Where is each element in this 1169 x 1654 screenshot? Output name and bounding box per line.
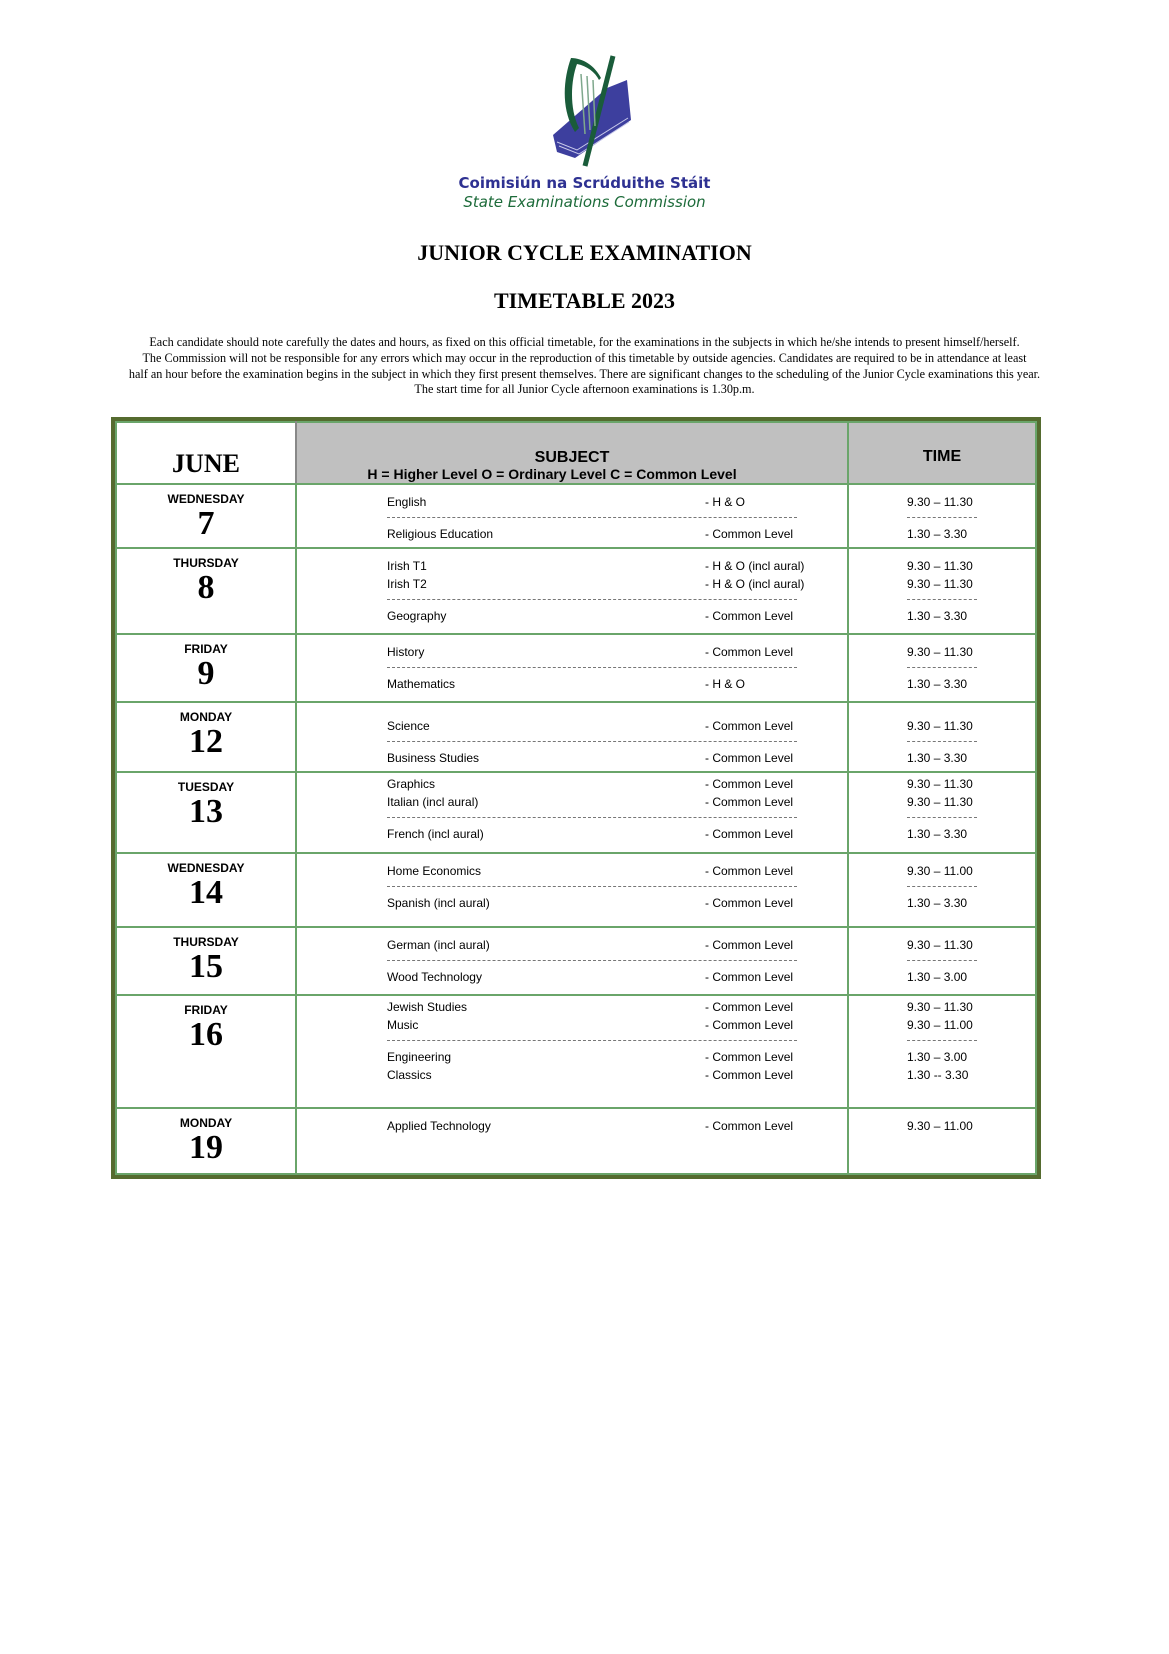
- subjects-cell: [296, 995, 848, 1108]
- date: 12: [189, 723, 223, 760]
- subject-level: - Common Level: [705, 609, 794, 623]
- day-cell: [116, 484, 296, 548]
- subject-name: Graphics: [387, 777, 436, 791]
- exam-time: 9.30 – 11.00: [907, 1018, 973, 1032]
- page-title: JUNIOR CYCLE EXAMINATION: [417, 240, 752, 265]
- session-divider: [387, 661, 847, 675]
- subjects-cell: [296, 772, 848, 853]
- subject-name: Irish T1: [387, 559, 427, 573]
- subjects-cell: [296, 634, 848, 702]
- times-cell: [848, 1108, 1036, 1174]
- table-row: [116, 484, 1036, 548]
- session-divider: [907, 511, 1035, 525]
- subject-name: Classics: [387, 1068, 432, 1082]
- subject-header-label: SUBJECT: [534, 449, 610, 466]
- session-divider: [907, 661, 1035, 675]
- exam-time: 1.30 – 3.30: [907, 896, 968, 910]
- subjects-cell: [296, 927, 848, 995]
- subject-name: Religious Education: [387, 527, 494, 541]
- exam-time: 1.30 – 3.00: [907, 970, 968, 984]
- table-row: [116, 927, 1036, 995]
- session-divider: [387, 811, 847, 825]
- month-header: JUNE: [116, 422, 296, 484]
- subject-name: Jewish Studies: [387, 1000, 468, 1014]
- subject-name: Science: [387, 719, 430, 733]
- table-row: [116, 702, 1036, 772]
- weekday: WEDNESDAY: [167, 492, 245, 506]
- day-cell: [116, 772, 296, 853]
- subject-level: - Common Level: [705, 864, 794, 878]
- weekday: THURSDAY: [173, 935, 239, 949]
- session-divider: [387, 954, 847, 968]
- subject-level: - Common Level: [705, 1000, 794, 1014]
- times-cell: [848, 853, 1036, 927]
- table-row: [116, 995, 1036, 1108]
- day-cell: [116, 548, 296, 634]
- session-divider: [907, 735, 1035, 749]
- subject-level: - Common Level: [705, 527, 794, 541]
- date: 8: [197, 569, 215, 606]
- session-divider: [387, 1034, 847, 1048]
- subjects-cell: [296, 484, 848, 548]
- day-cell: [116, 1108, 296, 1174]
- exam-time: 9.30 – 11.00: [907, 864, 973, 878]
- times-cell: [848, 772, 1036, 853]
- exam-time: 1.30 -- 3.30: [907, 1068, 969, 1082]
- page-subtitle: TIMETABLE 2023: [493, 288, 676, 313]
- exam-time: 1.30 – 3.30: [907, 751, 968, 765]
- times-cell: [848, 548, 1036, 634]
- session-divider: [907, 811, 1035, 825]
- session-divider: [907, 593, 1035, 607]
- subject-level: - Common Level: [705, 938, 794, 952]
- subject-name: English: [387, 495, 427, 509]
- date: 14: [189, 874, 223, 911]
- subject-level: - Common Level: [705, 751, 794, 765]
- subject-name: Geography: [387, 609, 447, 623]
- intro-line: Each candidate should note carefully the dates and hours, as fixed on this official timetable, for the examinations in the subjects in which he/she intends to present himself/herself.: [149, 335, 1020, 349]
- harp-book-logo-icon: [535, 50, 635, 170]
- weekday: FRIDAY: [184, 642, 228, 656]
- subject-name: Applied Technology: [387, 1119, 491, 1133]
- subject-level: - H & O (incl aural): [705, 577, 805, 591]
- times-cell: [848, 484, 1036, 548]
- exam-time: 9.30 – 11.30: [907, 645, 973, 659]
- table-row: [116, 634, 1036, 702]
- exam-time: 9.30 – 11.30: [907, 719, 973, 733]
- timetable: [111, 417, 1041, 1179]
- subject-level: - Common Level: [705, 827, 794, 841]
- subject-level: - Common Level: [705, 896, 794, 910]
- subject-level: - Common Level: [705, 1018, 794, 1032]
- weekday: THURSDAY: [173, 556, 239, 570]
- session-divider: [907, 1034, 1035, 1048]
- subjects-cell: [296, 548, 848, 634]
- subject-level: - Common Level: [705, 795, 794, 809]
- exam-time: 1.30 – 3.30: [907, 527, 968, 541]
- sec-logo: [0, 50, 1169, 211]
- exam-time: 1.30 – 3.00: [907, 1050, 968, 1064]
- exam-time: 9.30 – 11.00: [907, 1119, 973, 1133]
- subject-level: - H & O (incl aural): [705, 559, 805, 573]
- subject-level: - Common Level: [705, 719, 794, 733]
- times-cell: [848, 995, 1036, 1108]
- table-row: [116, 548, 1036, 634]
- exam-time: 9.30 – 11.30: [907, 495, 973, 509]
- subject-name: Engineering: [387, 1050, 452, 1064]
- day-cell: [116, 995, 296, 1108]
- subject-level: - H & O: [705, 677, 746, 691]
- times-cell: [848, 634, 1036, 702]
- weekday: TUESDAY: [177, 780, 235, 794]
- session-divider: [387, 511, 847, 525]
- date: 13: [189, 793, 223, 830]
- date: 19: [189, 1129, 223, 1166]
- subject-name: German (incl aural): [387, 938, 490, 952]
- times-cell: [848, 927, 1036, 995]
- subject-name: French (incl aural): [387, 827, 484, 841]
- subject-header: [296, 422, 848, 484]
- subject-level: - Common Level: [705, 1068, 794, 1082]
- exam-time: 9.30 – 11.30: [907, 1000, 973, 1014]
- session-divider: [907, 954, 1035, 968]
- subject-level: - H & O: [705, 495, 746, 509]
- table-row: [116, 1108, 1036, 1174]
- subject-name: Home Economics: [387, 864, 482, 878]
- subject-name: Music: [387, 1018, 419, 1032]
- subject-level: - Common Level: [705, 970, 794, 984]
- subject-name: Wood Technology: [387, 970, 482, 984]
- table-row: [116, 853, 1036, 927]
- weekday: MONDAY: [179, 1116, 233, 1130]
- subject-name: Mathematics: [387, 677, 456, 691]
- org-name-english: State Examinations Commission: [463, 193, 706, 211]
- date: 15: [189, 948, 223, 985]
- subject-name: Spanish (incl aural): [387, 896, 490, 910]
- intro-line: The start time for all Junior Cycle afternoon examinations is 1.30p.m.: [414, 382, 755, 397]
- session-divider: [907, 880, 1035, 894]
- intro-line: half an hour before the examination begins in the subject in which they first present themselves. There are significant changes to the scheduling of the Junior Cycle examinations this year.: [128, 366, 1041, 381]
- level-legend: H = Higher Level O = Ordinary Level C = Common Level: [367, 466, 737, 482]
- day-cell: [116, 853, 296, 927]
- subject-name: Business Studies: [387, 751, 480, 765]
- exam-time: 9.30 – 11.30: [907, 777, 973, 791]
- weekday: MONDAY: [179, 710, 233, 724]
- session-divider: [387, 880, 847, 894]
- day-cell: [116, 927, 296, 995]
- subject-level: - Common Level: [705, 645, 794, 659]
- day-cell: [116, 634, 296, 702]
- subject-level: - Common Level: [705, 777, 794, 791]
- intro-paragraph: [60, 335, 1109, 398]
- org-name-irish: Coimisiún na Scrúduithe Stáit: [458, 174, 711, 192]
- exam-time: 9.30 – 11.30: [907, 577, 973, 591]
- intro-line: The Commission will not be responsible for any errors which may occur in the reproduction of this timetable by outside agencies. Candidates are required to be in attendance at least: [142, 350, 1027, 365]
- subjects-cell: [296, 702, 848, 772]
- exam-time: 9.30 – 11.30: [907, 795, 973, 809]
- date: 16: [189, 1016, 223, 1053]
- weekday: FRIDAY: [184, 1003, 228, 1017]
- subjects-cell: [296, 853, 848, 927]
- exam-time: 1.30 – 3.30: [907, 677, 968, 691]
- subjects-cell: [296, 1108, 848, 1174]
- subject-name: Irish T2: [387, 577, 427, 591]
- exam-time: 9.30 – 11.30: [907, 938, 973, 952]
- exam-time: 9.30 – 11.30: [907, 559, 973, 573]
- subject-level: - Common Level: [705, 1119, 794, 1133]
- date: 9: [197, 655, 215, 692]
- subject-level: - Common Level: [705, 1050, 794, 1064]
- session-divider: [387, 735, 847, 749]
- date: 7: [197, 505, 215, 542]
- table-row: [116, 772, 1036, 853]
- subject-name: Italian (incl aural): [387, 795, 479, 809]
- exam-time: 1.30 – 3.30: [907, 609, 968, 623]
- time-header: TIME: [848, 422, 1036, 484]
- weekday: WEDNESDAY: [167, 861, 245, 875]
- times-cell: [848, 702, 1036, 772]
- day-cell: [116, 702, 296, 772]
- table-header-row: [116, 422, 1036, 484]
- subject-name: History: [387, 645, 425, 659]
- session-divider: [387, 593, 847, 607]
- exam-time: 1.30 – 3.30: [907, 827, 968, 841]
